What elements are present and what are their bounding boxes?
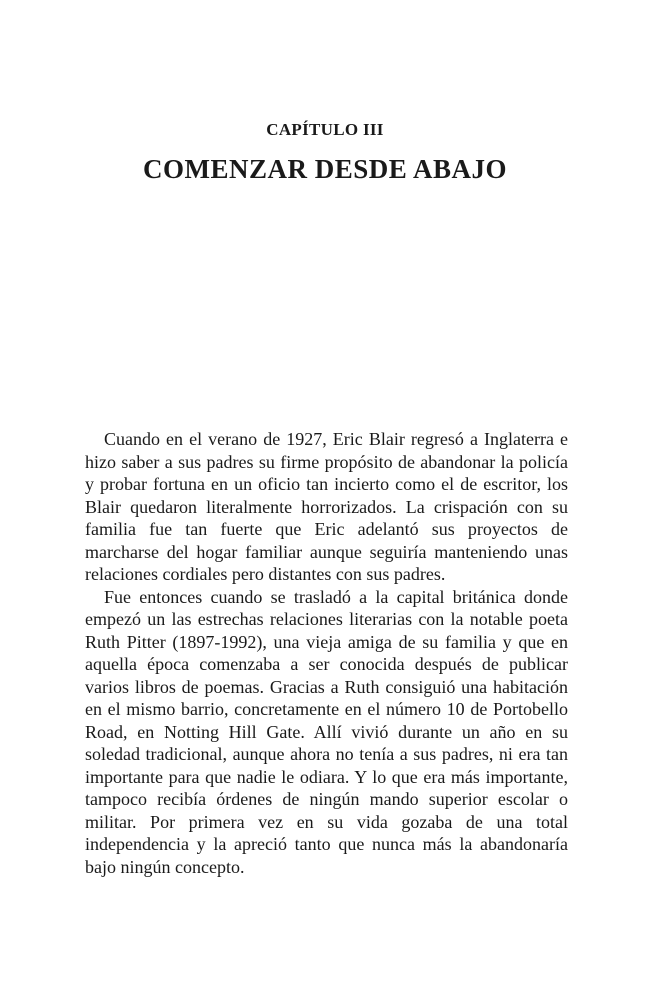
chapter-label: CAPÍTULO III bbox=[266, 120, 384, 139]
body-text bbox=[85, 428, 568, 878]
chapter-title: COMENZAR DESDE ABAJO bbox=[142, 154, 508, 184]
paragraph-1: Cuando en el verano de 1927, Eric Blair regresó a Inglaterra e hizo saber a sus padres su firme propósito de abandonar la policía y probar fortuna en un oficio tan incierto como el de escritor, los Blair quedaron literalmente horrorizados. La crispación con su familia fue tan fuerte que Eric adelantó sus proyectos de marcharse del hogar familiar aunque seguiría manteniendo unas relaciones cordiales pero distantes con sus padres. bbox=[85, 429, 568, 584]
paragraph-2: Fue entonces cuando se trasladó a la capital británica donde empezó un las estrechas relaciones literarias con la notable poeta Ruth Pitter (1897-1992), una vieja amiga de su familia y que en aquella época comenzaba a ser conocida después de publicar varios libros de poemas. Gracias a Ruth consiguió una habitación en el mismo barrio, concretamente en el número 10 de Portobello Road, en Notting Hill Gate. Allí vivió durante un año en su soledad tradicional, aunque ahora no tenía a sus padres, ni era tan importante para que nadie le odiara. Y lo que era más importante, tampoco recibía órdenes de ningún mando superior escolar o militar. Por primera vez en su vida gozaba de una total independencia y la apreció tanto que nunca más la abandonaría bajo ningún concepto. bbox=[85, 586, 568, 877]
